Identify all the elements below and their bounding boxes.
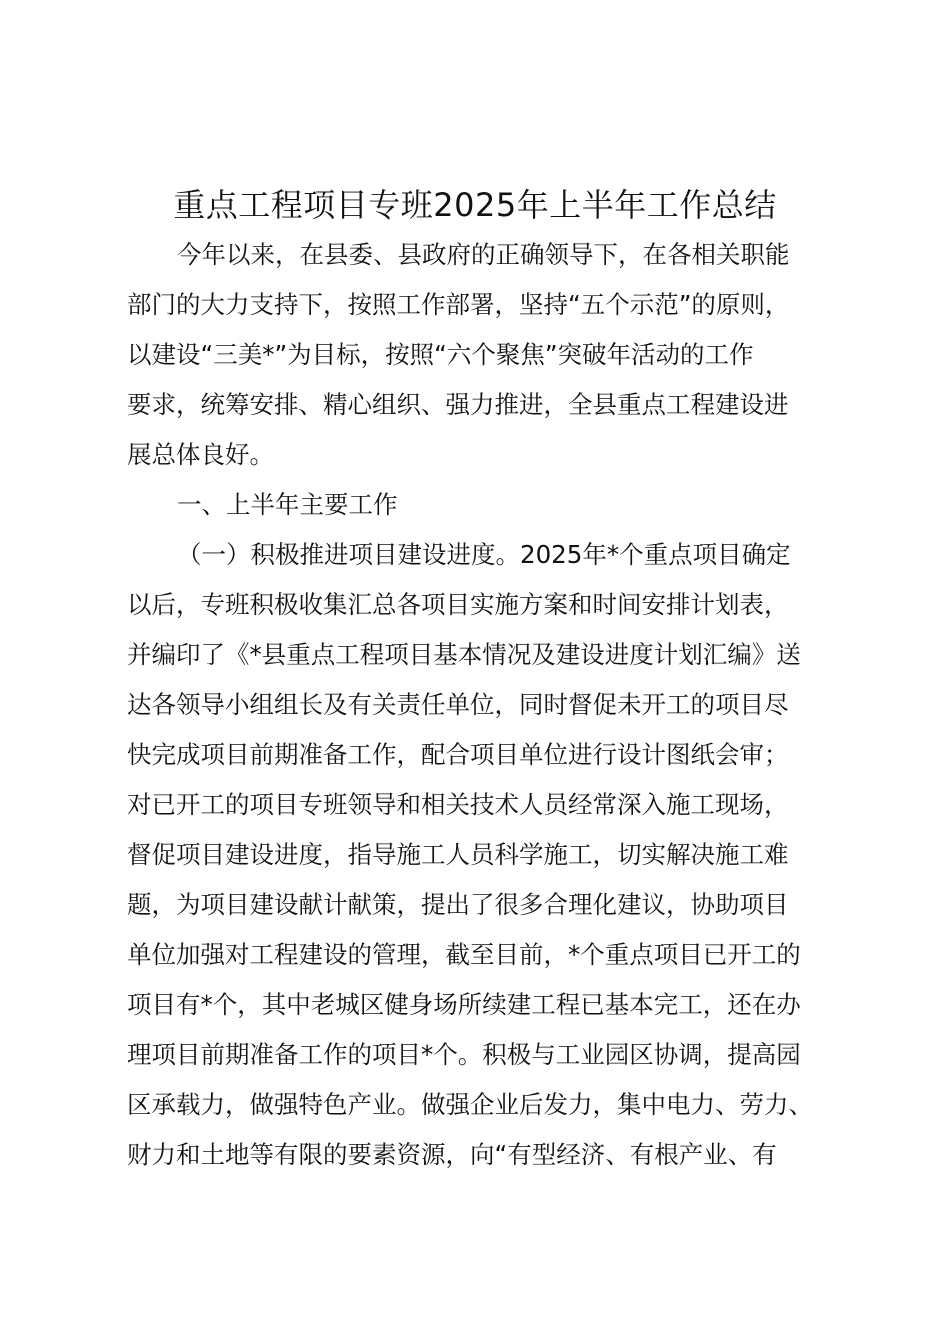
document-body <box>127 230 862 1180</box>
paragraph-line: 部门的大力支持下，按照工作部署，坚持“五个示范”的原则， <box>127 290 790 319</box>
paragraph-line: 项目有*个，其中老城区健身场所续建工程已基本完工，还在办 <box>127 990 801 1019</box>
paragraph-line: 财力和土地等有限的要素资源，向“有型经济、有根产业、有 <box>127 1140 777 1169</box>
paragraph-line: 今年以来，在县委、县政府的正确领导下，在各相关职能 <box>177 240 790 269</box>
paragraph-line: 要求，统筹安排、精心组织、强力推进，全县重点工程建设进 <box>127 390 789 419</box>
section-heading: 一、上半年主要工作 <box>177 490 398 519</box>
paragraph-line: 快完成项目前期准备工作，配合项目单位进行设计图纸会审； <box>127 740 789 769</box>
paragraph-line: 并编印了《*县重点工程项目基本情况及建设进度计划汇编》送 <box>127 640 801 669</box>
paragraph-line: （一）积极推进项目建设进度。2025年*个重点项目确定 <box>177 540 791 569</box>
paragraph-line: 督促项目建设进度，指导施工人员科学施工，切实解决施工难 <box>127 840 789 869</box>
paragraph-line: 展总体良好。 <box>127 440 274 469</box>
paragraph-line: 题，为项目建设献计献策，提出了很多合理化建议，协助项目 <box>127 890 789 919</box>
paragraph-line: 区承载力，做强特色产业。做强企业后发力，集中电力、劳力、 <box>127 1090 813 1119</box>
paragraph-line: 以建设“三美*”为目标，按照“六个聚焦”突破年活动的工作 <box>127 340 754 369</box>
paragraph-line: 理项目前期准备工作的项目*个。积极与工业园区协调，提高园 <box>127 1040 801 1069</box>
paragraph-line: 达各领导小组组长及有关责任单位，同时督促未开工的项目尽 <box>127 690 789 719</box>
paragraph-line: 单位加强对工程建设的管理，截至目前，*个重点项目已开工的 <box>127 940 801 969</box>
paragraph-line: 以后，专班积极收集汇总各项目实施方案和时间安排计划表， <box>127 590 789 619</box>
paragraph-line: 对已开工的项目专班领导和相关技术人员经常深入施工现场， <box>127 790 789 819</box>
document-title: 重点工程项目专班2025年上半年工作总结 <box>173 186 777 224</box>
